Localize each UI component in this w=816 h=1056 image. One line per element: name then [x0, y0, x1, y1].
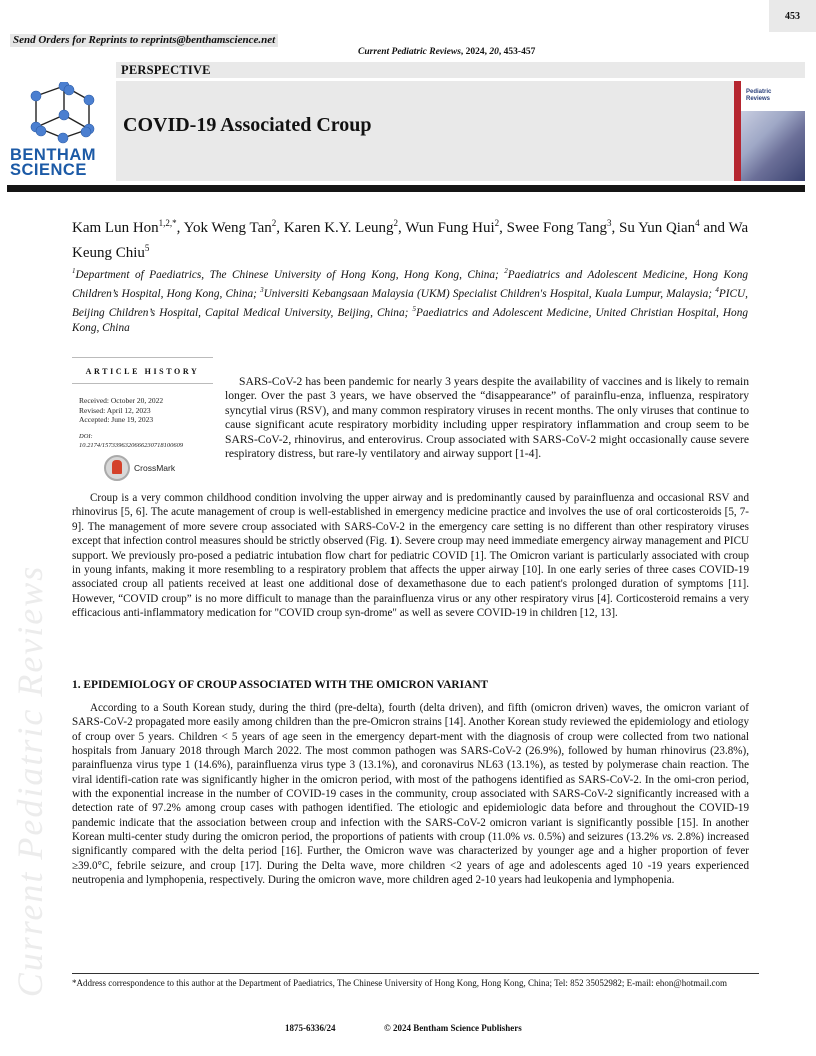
molecule-icon: [26, 82, 106, 148]
journal-watermark: Current Pediatric Reviews: [10, 564, 50, 998]
author: [619, 220, 700, 236]
section1-text-3: 2.8%) increased significantly compared with the delta period [16]. Further, the Omicron wave was characterized by younger age and a higher proportion of fever ≥39.0°C, febrile seizure, and croup [17]. During the Delta wave, more children <2 years of age and adolescents aged 10 -19 years experienced neutropenia and lymphopenia, respectively. During the omicron wave, more children aged 2-10 years had leukopenia and lymphopenia.: [72, 831, 749, 887]
affil-num: 3: [260, 285, 264, 294]
cite-sep2: ,: [484, 47, 490, 57]
cover-title-line2: Reviews: [746, 96, 771, 102]
affil-text: Department of Paediatrics, The Chinese University of Hong Kong, Hong Kong, China;: [75, 268, 499, 281]
intro-text-1: Croup is a very common childhood condition involving the upper airway and is predominantly caused by parainfluenza and occasional RSV and rhinovirus [5, 6]. The acute management of croup is well-established in emergency medicine practice and involves the use of oral corticosteroids [5, 7-9]. The management of more severe croup associated with SARS-CoV-2 in the emergency care setting is no different than other respiratory viruses except that infection control measures should be strictly observed (Fig.: [72, 492, 749, 548]
author: [184, 220, 277, 236]
article-title: COVID-19 Associated Croup: [123, 114, 372, 136]
journal-citation: [358, 46, 535, 58]
intro-text-2: ). Severe croup may need immediate emergency airway management and PICU support. We previously pro-posed a pediatric intubation flow chart for pediatric COVID [1]. The Omicron variant is particularly associated with croup in young infants, making it more resembling to a respiratory problem that affects the upper airway [10]. In one early series of three cases COVID-19 associated croup all patients received at least one additional dose of dexamethasone due to each patient's prolonged duration of symptoms [11]. However, “COVID croup” is no more difficult to manage than the parainfluenza virus or any other respiratory virus [4]. Corticosteroid remains a very efficacious anti-inflammatory medication for "COVID croup syn-drome" as well as severe COVID-19 in children [12, 13].: [72, 535, 749, 620]
cover-spine: [734, 81, 741, 181]
crossmark-badge[interactable]: [104, 455, 175, 481]
author-affil-sup: 5: [144, 243, 150, 253]
vs-italic: vs.: [523, 831, 536, 844]
journal-volume: 20: [489, 47, 499, 57]
author-name: Wun Fung Hui: [405, 220, 495, 236]
article-history-dates: [79, 396, 163, 425]
page-number-text: 453: [785, 10, 800, 22]
cover-photo: [741, 111, 805, 181]
affil-text: Paediatrics and Adolescent Medicine, United Christian Hospital, Hong Kong, China: [72, 306, 748, 334]
author-affil-sup: 1,2,*: [158, 218, 177, 228]
author-affil-sup: 2: [494, 218, 500, 228]
author-name: Karen K.Y. Leung: [283, 220, 394, 236]
article-history-heading: ARTICLE HISTORY: [85, 367, 200, 376]
figure-reference[interactable]: 1: [389, 535, 396, 548]
doi-label: DOI:: [79, 433, 93, 440]
author-name: Swee Fong Tang: [506, 220, 607, 236]
cite-sep1: ,: [460, 47, 466, 57]
section1-paragraph: [72, 701, 749, 887]
author-affil-sup: 3: [606, 218, 612, 228]
logo-text: [10, 148, 96, 178]
journal-name: Current Pediatric Reviews: [358, 47, 461, 57]
cite-sep3: ,: [498, 47, 504, 57]
copyright: © 2024 Bentham Science Publishers: [384, 1023, 522, 1033]
affil-num: 1: [72, 267, 76, 275]
header-divider: [7, 185, 805, 192]
abstract-text: SARS-CoV-2 has been pandemic for nearly 3 years despite the availability of vaccines and is likely to remain longer. Over the past 3 years, we have observed the “disappearance” of parainflu-enza, influenza, respiratory syncytial virus (RSV), and many common respiratory viruses in recent months. The only viruses that continue to cause significant acute respiratory morbidity including upper respiratory inflammation and croup seem to be SARS-CoV-2, rhinovirus, and enterovirus. Croup associated with SARS-CoV-2 might occasionally cause severe respiratory distress, but rare-ly ventilatory and airway support [1-4].: [225, 375, 749, 461]
crossmark-label: CrossMark: [134, 463, 176, 473]
cover-title-line1: Pediatric: [746, 89, 772, 95]
author: [405, 220, 499, 236]
author-name: Wa Keung Chiu: [72, 220, 749, 261]
abstract: [225, 375, 749, 461]
author: [72, 220, 177, 236]
article-type: PERSPECTIVE: [121, 63, 211, 77]
title-band: [116, 81, 805, 181]
author-affil-sup: 2: [271, 218, 277, 228]
affiliations: [72, 264, 748, 336]
section1-body: [72, 701, 749, 887]
crossmark-icon: [104, 455, 130, 481]
vs-italic: vs.: [661, 831, 674, 844]
section1-text-1: According to a South Korean study, during the third (pre-delta), fourth (delta driven), and fifth (omicron driven) waves, the omicron variant of SARS-CoV-2 propagated more easily among children than the pre-Omicron strains [14]. Another Korean study reviewed the epidemiology and etiology of croup over 5 years. Children < 5 years of age seen in the emergency depart-ment with the diagnosis of croup were collected from two national hospitals from January 2018 through March 2022. The most common pathogen was SARS-CoV-2 (26.9%), followed by human rhinovirus (23.8%), parainfluenza virus type 1 (14.6%), parainfluenza virus type 3 (13.1%), and coronavirus NL63 (13.1%), as tested by polymerase chain reaction. The viral identifi-cation rate was significantly higher in the omicron period, with most of the pathogens identified as SARS-CoV-2. In the omi-cron period, with the exponential increase in the number of COVID-19 cases in the community, croup associated with SARS-CoV-2 significantly increased with a detection rate of 97.2% among croup cases with pathogen identified. The etiologic and epidemiologic data before and throughout the COVID-19 pandemic indicate that the association between croup and infection with the SARS-CoV-2 omicron variant is significantly possible [15]. In another Korean multi-center study during the omicron period, the proportions of patients with croup (11.0%: [72, 702, 749, 844]
accepted-date: Accepted: June 19, 2023: [79, 415, 154, 424]
page-number: [769, 0, 816, 32]
received-date: Received: October 20, 2022: [79, 396, 164, 405]
journal-pages: 453-457: [503, 47, 536, 57]
reprints-notice: Send Orders for Reprints to reprints@benthamscience.net: [10, 34, 278, 47]
author-name: Yok Weng Tan: [183, 220, 272, 236]
doi-link[interactable]: 10.2174/1573396320666230718100609: [79, 442, 184, 449]
issn: 1875-6336/24: [285, 1023, 336, 1033]
author: [284, 220, 398, 236]
affil-text: PICU, Beijing Children’s Hospital, Capital Medical University, Beijing, China;: [72, 287, 748, 319]
affil-text: Paediatrics and Adolescent Medicine, Hong Kong Children’s Hospital, Hong Kong, China;: [72, 268, 748, 300]
logo-line2: SCIENCE: [10, 161, 87, 179]
history-rule-bottom: [72, 383, 213, 384]
footnote-rule: [72, 973, 759, 974]
history-rule-top: [72, 357, 213, 358]
bentham-science-logo: [8, 82, 113, 182]
affil-text: Universiti Kebangsaan Malaysia (UKM) Specialist Children's Hospital, Kuala Lumpur, Malaysia;: [263, 287, 713, 300]
affil-num: 5: [412, 304, 416, 313]
doi-block: [79, 432, 219, 450]
affil-num: 2: [504, 267, 508, 275]
intro-section: [72, 491, 749, 621]
affil-num: 4: [715, 285, 719, 294]
author-affil-sup: 2: [393, 218, 398, 228]
journal-year: 2024: [465, 47, 485, 57]
author-affil-sup: 4: [695, 218, 700, 228]
author-name: Kam Lun Hon: [72, 220, 159, 236]
author-list: Kam Lun Hon$^{1,2,*}$, Yok Weng Tan$^2$, Karen K.Y. Leung$^2$, Wun Fung Hui$^2$, Swee Fong Tang$^3$, Su Yun Qian$^4$ and Wa Keung Chiu$^5$: [72, 218, 749, 261]
correspondence-footnote: *Address correspondence to this author at the Department of Paediatrics, The Chinese University of Hong Kong, Hong Kong, China; Tel: 852 35052982; E-mail: ehon@hotmail.com: [72, 978, 727, 988]
section1-text-2: 0.5%) and seizures (13.2%: [535, 831, 662, 844]
logo-line1: BENTHAM: [10, 146, 96, 164]
revised-date: Revised: April 12, 2023: [79, 405, 151, 415]
journal-cover-image: [734, 81, 805, 181]
section-heading: 1. EPIDEMIOLOGY OF CROUP ASSOCIATED WITH THE OMICRON VARIANT: [72, 679, 489, 691]
author: [507, 220, 612, 236]
article-type-band: [116, 62, 805, 78]
cover-title: [746, 89, 771, 103]
intro-paragraph: [72, 491, 749, 621]
author-name: Su Yun Qian: [618, 220, 696, 236]
